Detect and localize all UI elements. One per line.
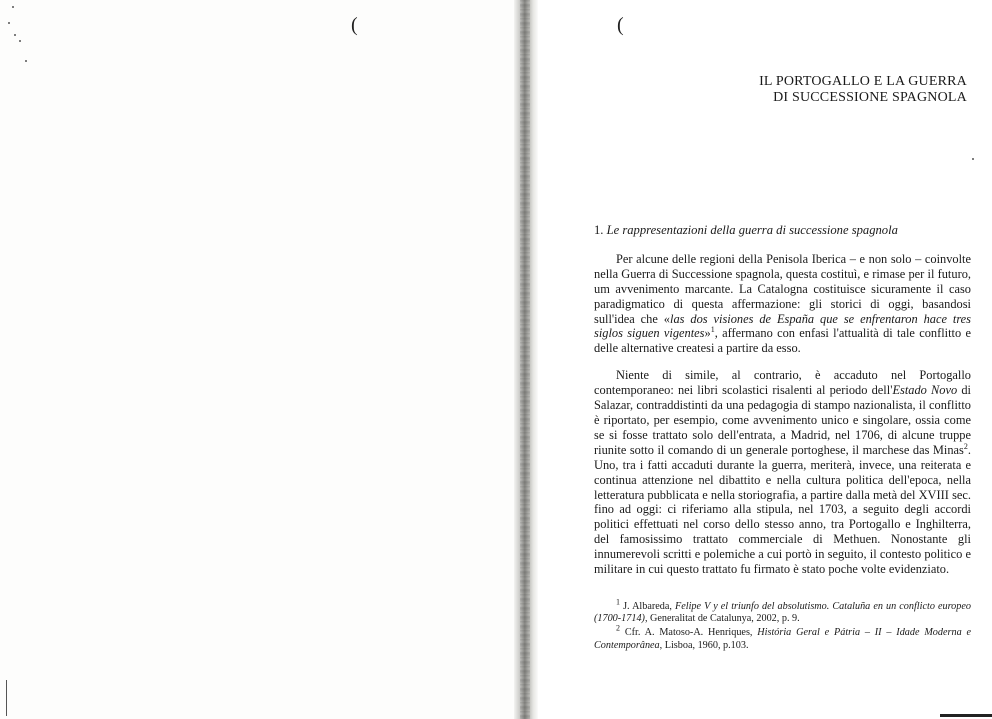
section-number: 1. bbox=[594, 223, 604, 237]
section-title: Le rappresentazioni della guerra di successione spagnola bbox=[606, 223, 898, 237]
scan-speck bbox=[8, 22, 10, 24]
footnote-1 bbox=[594, 597, 971, 625]
footnote-ref-1: 1 bbox=[710, 325, 715, 335]
body-text bbox=[594, 223, 971, 589]
paragraph-2-text-b: di Salazar, contraddistinti da una pedagogia di stampo nazionalista, il conflitto è riportato, per esempio, come avvenimento unico e singolare, ossia come se si fosse trattato solo dell'entrata, a Madrid, nel 1706, di alcune truppe riunite sotto il comando di un generale portoghese, il marchese das Minas bbox=[594, 383, 971, 457]
section-heading bbox=[594, 223, 971, 238]
footnote-2-text-a: Cfr. A. Matoso-A. Henriques, bbox=[624, 627, 758, 639]
footnote-2-number: 2 bbox=[616, 624, 620, 634]
paragraph-2-italic: Estado Novo bbox=[892, 383, 958, 398]
right-page-paren-mark: ( bbox=[617, 14, 624, 36]
left-page-paren-mark: ( bbox=[351, 14, 358, 36]
scan-speck bbox=[14, 34, 16, 36]
footnote-2 bbox=[594, 624, 972, 651]
scan-speck bbox=[12, 6, 14, 8]
gutter-shadow bbox=[520, 0, 530, 719]
scan-speck bbox=[25, 60, 27, 62]
footnote-1-number: 1 bbox=[616, 597, 620, 607]
scan-speck bbox=[19, 40, 21, 42]
footnote-1-text-b: , Generalitat de Catalunya, 2002, p. 9. bbox=[644, 613, 800, 625]
footnote-2-text-b: , Lisboa, 1960, p.103. bbox=[659, 639, 749, 651]
paragraph-1-text-a: Per alcune delle regioni della Penisola Iberica – e non solo – coinvolte nella Guerra di Successione spagnola, questa costituì, e rimase per il futuro, um avvenimento marcante. La Catalogna costituisce sicuramente il caso paradigmatico di questa affermazione: gli storici di oggi, basandosi sull'idea che « bbox=[594, 251, 971, 326]
chapter-title-line-1: IL PORTOGALLO E LA GUERRA bbox=[759, 74, 967, 89]
paragraph-2-text-a: Niente di simile, al contrario, è accaduto nel Portogallo contemporaneo: nei libri scolastici risalenti al periodo dell' bbox=[594, 368, 971, 398]
footnote-1-title: Felipe V y el triunfo del absolutismo. Cataluña en un conflicto europeo (1700-1714) bbox=[594, 601, 971, 625]
paragraph-2-text-c: . Uno, tra i fatti accaduti durante la guerra, meriterà, invece, una reiterata e continua attenzione nel dibattito e nella cultura politica dell'epoca, nella letteratura pubblicata e nella storiografia, a partire dalla metà del XVIII sec. fino ad oggi: ci riferiamo alla stipula, nel 1703, a seguito degli accordi politici effettuati nel corso dello stesso anno, tra Portogallo e Inghilterra, del famosissimo trattato commerciale di Methuen. Nonostante gli innumerevoli scritti e polemiche a cui portò in seguito, il contesto politico e militare in cui questo trattato fu firmato è stato poche volte evidenziato. bbox=[594, 442, 971, 577]
footnote-2-title: História Geral e Pátria – II – Idade Moderna e Contemporânea bbox=[594, 627, 972, 651]
paragraph-2 bbox=[594, 368, 971, 577]
bottom-edge-mark bbox=[940, 714, 992, 717]
chapter-title-line-2: DI SUCCESSIONE SPAGNOLA bbox=[773, 90, 967, 105]
paragraph-1-text-b: » bbox=[704, 326, 711, 341]
scan-speck bbox=[972, 158, 974, 160]
left-margin-rule bbox=[6, 680, 7, 716]
chapter-title bbox=[587, 74, 967, 106]
paragraph-1-text-c: , affermano con enfasi l'attualità di tale conflitto e delle alternative createsi a partire da esso. bbox=[594, 326, 971, 356]
footnotes bbox=[594, 597, 972, 654]
paragraph-1 bbox=[594, 252, 971, 356]
footnote-ref-2: 2 bbox=[963, 441, 968, 451]
footnote-1-text-a: J. Albareda, bbox=[623, 601, 676, 612]
paragraph-1-quote: las dos visiones de España que se enfrentaron hace tres siglos siguen vigentes bbox=[594, 311, 971, 341]
